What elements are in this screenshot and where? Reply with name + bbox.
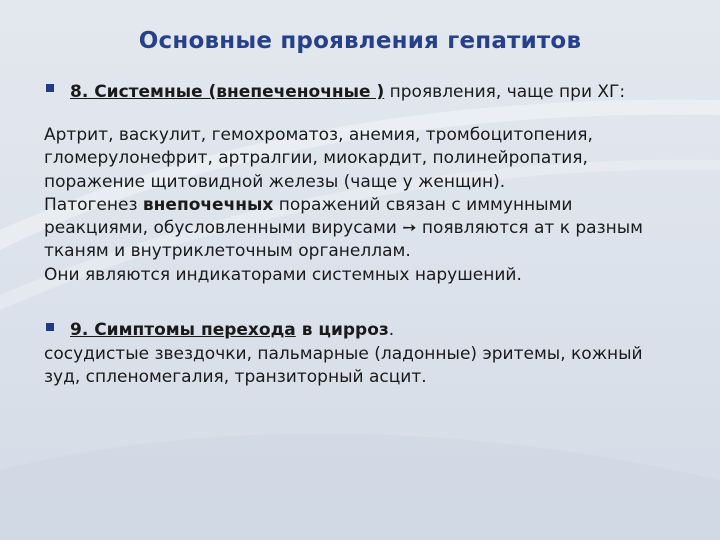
paragraph-1-line [44,194,704,217]
paragraph-2 [44,343,704,390]
paragraph-1-line: поражение щитовидной железы (чаще у женщин). [44,171,506,192]
text-span: появляются ат к разным [416,218,643,239]
item-9-line [70,319,394,342]
bold-term: внепочечных [142,194,274,215]
text-span: реакциями, обусловленными вирусами [44,218,403,239]
paragraph-1-line: Они являются индикаторами системных нарушений. [44,264,522,285]
bullet-icon [46,323,54,331]
item-8-line [70,81,625,104]
text-span: поражений связан с иммунными [273,194,573,215]
item-9-tail: . [388,320,395,340]
item-9-heading: 9. Симптомы перехода [70,320,296,340]
text-span: Патогенез [44,194,143,215]
paragraph-1 [44,124,704,287]
paragraph-1-line [44,217,704,240]
bullet-icon [46,84,54,92]
item-8-rest: проявления, чаще при ХГ: [384,82,626,102]
paragraph-2-line: сосудистые звездочки, пальмарные (ладонные) эритемы, кожный [44,344,643,364]
arrow-icon: ➙ [402,218,417,239]
item-8-heading: 8. Системные (внепеченочные ) [70,82,385,102]
slide-title: Основные проявления гепатитов [138,28,582,54]
paragraph-2-line: зуд, спленомегалия, транзиторный асцит. [44,367,427,388]
paragraph-1-line: тканям и внутриклеточным органеллам. [44,241,411,262]
paragraph-1-line: Артрит, васкулит, гемохроматоз, анемия, тромбоцитопения, [44,125,593,145]
item-9-bold-tail: в цирроз [295,320,389,340]
paragraph-1-line: гломерулонефрит, артралгии, миокардит, полинейропатия, [44,148,588,169]
